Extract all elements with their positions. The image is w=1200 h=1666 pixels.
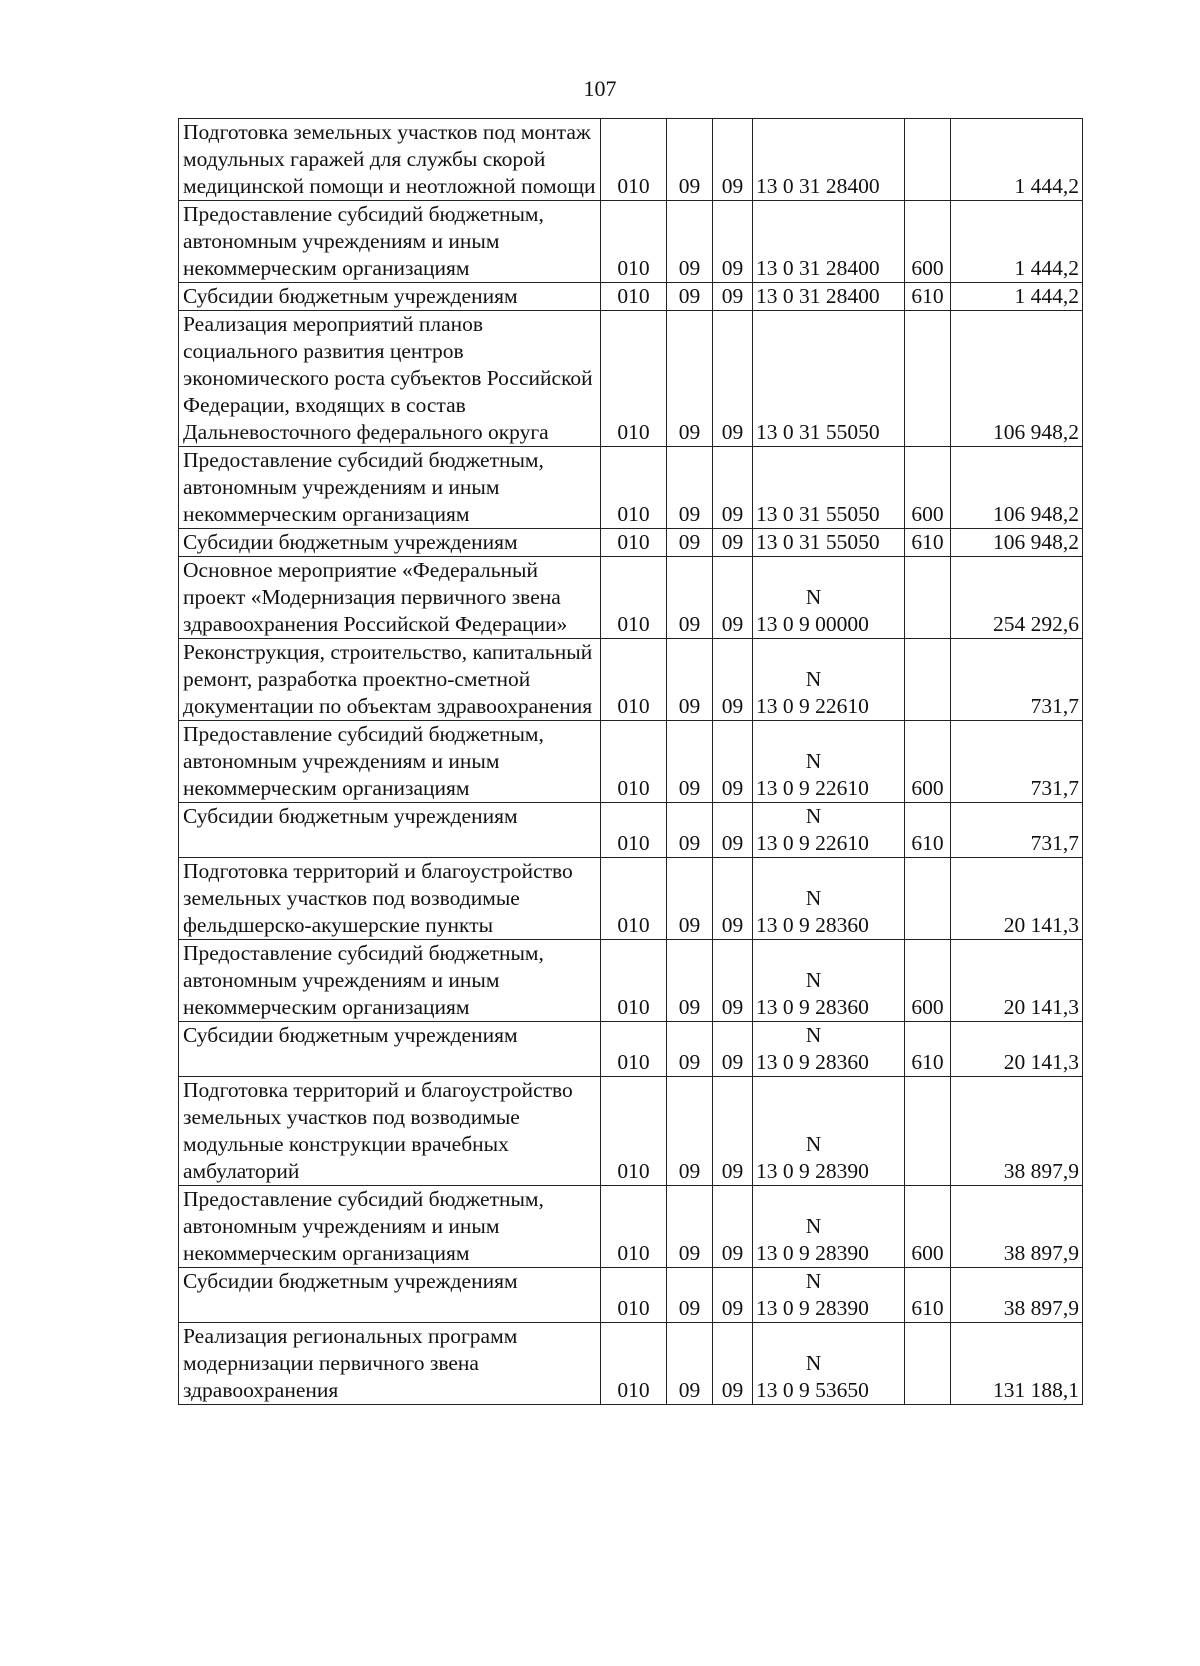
row-vr-cell [905,1077,951,1186]
row-grbs-cell: 010 [601,1077,667,1186]
row-csr-cell [753,201,905,283]
csr-n-marker: N [805,1023,822,1047]
csr-code: 13 0 9 28390 [756,1241,869,1265]
row-amount-cell: 106 948,2 [951,311,1083,447]
csr-code: 13 0 9 28360 [756,1050,869,1074]
row-grbs-cell: 010 [601,557,667,639]
row-name-cell [179,940,601,1022]
row-amount-cell: 106 948,2 [951,529,1083,557]
row-subsection-cell: 09 [713,283,753,311]
row-amount-cell: 106 948,2 [951,447,1083,529]
row-subsection-cell: 09 [713,201,753,283]
row-name-text: Реконструкция, строительство, капитальный ремонт, разработка проектно-сметной документации по объектам здравоохранения [183,640,593,718]
row-grbs-cell: 010 [601,201,667,283]
row-name-text: Предоставление субсидий бюджетным, автономным учреждениям и иным некоммерческим организациям [183,202,544,280]
row-section-cell: 09 [667,1077,713,1186]
row-name-cell [179,639,601,721]
row-name-text: Предоставление субсидий бюджетным, автономным учреждениям и иным некоммерческим организациям [183,448,544,526]
row-vr-cell: 600 [905,940,951,1022]
csr-n-marker: N [805,585,822,609]
row-name-text: Предоставление субсидий бюджетным, автономным учреждениям и иным некоммерческим организациям [183,722,544,800]
row-subsection-cell: 09 [713,940,753,1022]
row-csr-cell [753,447,905,529]
row-name-cell [179,1077,601,1186]
row-vr-cell [905,119,951,201]
row-subsection-cell: 09 [713,1323,753,1405]
row-section-cell: 09 [667,529,713,557]
csr-code: 13 0 9 22610 [756,694,869,718]
row-name-cell [179,201,601,283]
row-vr-cell [905,311,951,447]
row-subsection-cell: 09 [713,119,753,201]
row-name-cell [179,119,601,201]
row-vr-cell: 610 [905,1268,951,1323]
csr-code: 13 0 31 28400 [756,256,880,280]
row-name-text: Подготовка земельных участков под монтаж модульных гаражей для службы скорой медицинской помощи и неотложной помощи [183,120,596,198]
row-vr-cell [905,639,951,721]
row-name-text: Основное мероприятие «Федеральный проект «Модернизация первичного звена здравоохранения Российской Федерации» [183,558,568,636]
csr-code: 13 0 9 22610 [756,776,869,800]
row-name-text: Субсидии бюджетным учреждениям [183,1023,518,1047]
table-row [179,119,1083,201]
row-subsection-cell: 09 [713,1077,753,1186]
row-name-cell [179,1268,601,1323]
csr-n-marker: N [805,968,822,992]
table-row [179,1268,1083,1323]
csr-n-marker: N [805,1269,822,1293]
row-name-text: Субсидии бюджетным учреждениям [183,804,518,828]
row-section-cell: 09 [667,639,713,721]
row-csr-cell [753,858,905,940]
row-subsection-cell: 09 [713,557,753,639]
row-amount-cell: 731,7 [951,639,1083,721]
row-grbs-cell: 010 [601,721,667,803]
csr-n-marker: N [805,667,822,691]
row-section-cell: 09 [667,283,713,311]
row-section-cell: 09 [667,721,713,803]
row-name-cell [179,1186,601,1268]
row-grbs-cell: 010 [601,1323,667,1405]
row-amount-cell: 731,7 [951,721,1083,803]
row-amount-cell: 38 897,9 [951,1268,1083,1323]
table-row [179,447,1083,529]
row-subsection-cell: 09 [713,1268,753,1323]
row-name-cell [179,283,601,311]
row-section-cell: 09 [667,858,713,940]
row-vr-cell: 600 [905,1186,951,1268]
row-csr-cell [753,1022,905,1077]
table-row [179,721,1083,803]
csr-n-marker: N [805,1214,822,1238]
csr-n-marker: N [805,1132,822,1156]
csr-n-marker: N [805,886,822,910]
row-subsection-cell: 09 [713,447,753,529]
table-row [179,283,1083,311]
table-row [179,311,1083,447]
row-name-text: Реализация мероприятий планов социального развития центров экономического роста субъектов Российской Федерации, входящих в состав Дальневосточного федерального округа [183,312,593,444]
row-csr-cell [753,1077,905,1186]
row-vr-cell [905,1323,951,1405]
row-csr-cell [753,1186,905,1268]
row-amount-cell: 20 141,3 [951,940,1083,1022]
row-grbs-cell: 010 [601,1268,667,1323]
table-row [179,529,1083,557]
row-grbs-cell: 010 [601,447,667,529]
row-csr-cell [753,1268,905,1323]
row-amount-cell: 38 897,9 [951,1186,1083,1268]
row-vr-cell: 610 [905,803,951,858]
row-section-cell: 09 [667,1268,713,1323]
row-section-cell: 09 [667,1186,713,1268]
row-name-cell [179,1022,601,1077]
csr-code: 13 0 31 28400 [756,174,880,198]
table-row [179,803,1083,858]
table-row [179,1186,1083,1268]
row-grbs-cell: 010 [601,803,667,858]
row-vr-cell: 610 [905,1022,951,1077]
row-vr-cell: 610 [905,283,951,311]
row-subsection-cell: 09 [713,721,753,803]
row-name-cell [179,529,601,557]
row-section-cell: 09 [667,803,713,858]
row-name-text: Субсидии бюджетным учреждениям [183,1269,518,1293]
row-name-cell [179,447,601,529]
row-grbs-cell: 010 [601,311,667,447]
row-amount-cell: 20 141,3 [951,1022,1083,1077]
row-name-cell [179,803,601,858]
row-vr-cell [905,858,951,940]
row-amount-cell: 38 897,9 [951,1077,1083,1186]
table-row [179,1077,1083,1186]
row-vr-cell: 600 [905,721,951,803]
row-grbs-cell: 010 [601,1186,667,1268]
row-section-cell: 09 [667,940,713,1022]
row-name-text: Подготовка территорий и благоустройство земельных участков под возводимые фельдшерско-акушерские пункты [183,859,573,937]
row-subsection-cell: 09 [713,639,753,721]
row-subsection-cell: 09 [713,529,753,557]
row-csr-cell [753,803,905,858]
row-section-cell: 09 [667,1323,713,1405]
csr-code: 13 0 9 00000 [756,612,869,636]
row-name-cell [179,557,601,639]
row-subsection-cell: 09 [713,803,753,858]
row-name-text: Подготовка территорий и благоустройство земельных участков под возводимые модульные конструкции врачебных амбулаторий [183,1078,573,1183]
row-subsection-cell: 09 [713,1186,753,1268]
row-name-text: Предоставление субсидий бюджетным, автономным учреждениям и иным некоммерческим организациям [183,941,544,1019]
csr-code: 13 0 31 55050 [756,530,880,554]
table-row [179,940,1083,1022]
row-section-cell: 09 [667,311,713,447]
row-amount-cell: 1 444,2 [951,119,1083,201]
row-section-cell: 09 [667,557,713,639]
csr-code: 13 0 9 22610 [756,831,869,855]
row-name-cell [179,858,601,940]
row-name-text: Субсидии бюджетным учреждениям [183,530,518,554]
row-grbs-cell: 010 [601,858,667,940]
row-name-cell [179,1323,601,1405]
row-amount-cell: 20 141,3 [951,858,1083,940]
row-csr-cell [753,529,905,557]
row-csr-cell [753,557,905,639]
row-grbs-cell: 010 [601,119,667,201]
row-name-cell [179,311,601,447]
row-grbs-cell: 010 [601,639,667,721]
row-amount-cell: 254 292,6 [951,557,1083,639]
row-vr-cell [905,557,951,639]
row-name-text: Реализация региональных программ модернизации первичного звена здравоохранения [183,1324,518,1402]
table-row [179,557,1083,639]
row-csr-cell [753,721,905,803]
row-subsection-cell: 09 [713,311,753,447]
row-csr-cell [753,283,905,311]
budget-table [178,118,1083,1405]
table-body [179,119,1083,1405]
row-grbs-cell: 010 [601,283,667,311]
table-row [179,1323,1083,1405]
row-vr-cell: 600 [905,201,951,283]
row-csr-cell [753,940,905,1022]
row-name-cell [179,721,601,803]
row-csr-cell [753,1323,905,1405]
csr-code: 13 0 9 53650 [756,1378,869,1402]
row-amount-cell: 131 188,1 [951,1323,1083,1405]
csr-code: 13 0 9 28360 [756,995,869,1019]
csr-code: 13 0 9 28360 [756,913,869,937]
csr-n-marker: N [805,1351,822,1375]
row-grbs-cell: 010 [601,1022,667,1077]
row-vr-cell: 600 [905,447,951,529]
csr-code: 13 0 9 28390 [756,1159,869,1183]
csr-code: 13 0 31 55050 [756,420,880,444]
row-section-cell: 09 [667,447,713,529]
table-row [179,201,1083,283]
table-row [179,1022,1083,1077]
csr-code: 13 0 31 55050 [756,502,880,526]
page-number: 107 [583,76,617,101]
row-csr-cell [753,639,905,721]
row-amount-cell: 1 444,2 [951,201,1083,283]
csr-n-marker: N [805,804,822,828]
row-csr-cell [753,119,905,201]
row-subsection-cell: 09 [713,858,753,940]
row-name-text: Предоставление субсидий бюджетным, автономным учреждениям и иным некоммерческим организациям [183,1187,544,1265]
row-name-text: Субсидии бюджетным учреждениям [183,284,518,308]
row-section-cell: 09 [667,201,713,283]
row-vr-cell: 610 [905,529,951,557]
row-amount-cell: 1 444,2 [951,283,1083,311]
table-row [179,639,1083,721]
csr-code: 13 0 9 28390 [756,1296,869,1320]
csr-n-marker: N [805,749,822,773]
row-section-cell: 09 [667,1022,713,1077]
row-grbs-cell: 010 [601,529,667,557]
row-grbs-cell: 010 [601,940,667,1022]
row-amount-cell: 731,7 [951,803,1083,858]
row-subsection-cell: 09 [713,1022,753,1077]
row-csr-cell [753,311,905,447]
row-section-cell: 09 [667,119,713,201]
table-row [179,858,1083,940]
csr-code: 13 0 31 28400 [756,284,880,308]
